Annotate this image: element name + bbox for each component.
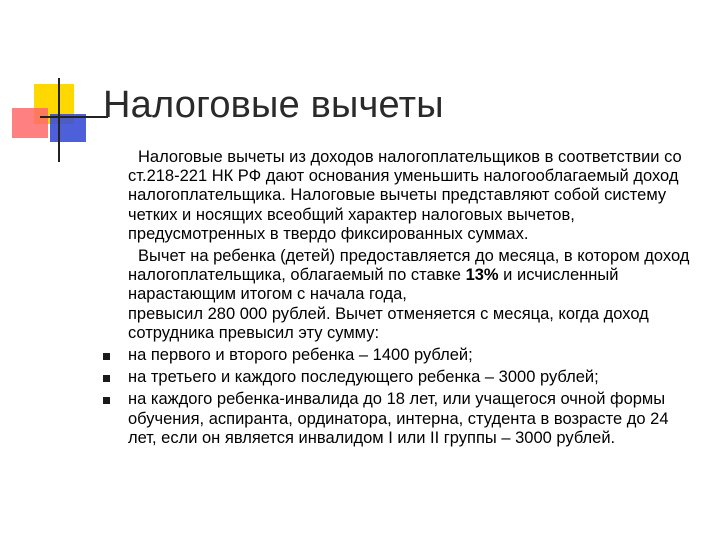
list-item <box>128 390 700 448</box>
slide-body <box>128 148 700 451</box>
list-item <box>128 346 700 365</box>
threshold-paragraph: превысил 280 000 рублей. Вычет отменяется с месяца, когда доход сотрудника превысил эту сумму: <box>128 304 649 342</box>
vertical-rule <box>58 78 60 162</box>
list-item-text: на первого и второго ребенка – 1400 рублей; <box>128 346 473 365</box>
square-bullet-icon <box>103 397 110 404</box>
child-deduction-paragraph <box>128 247 700 305</box>
red-square-icon <box>12 108 48 138</box>
slide-corner-logo-icon <box>0 0 110 170</box>
blue-square-icon <box>50 114 86 142</box>
slide-title: Налоговые вычеты <box>103 84 444 126</box>
deduction-list <box>128 346 700 448</box>
horizontal-rule <box>40 116 108 118</box>
list-item <box>128 368 700 387</box>
child-deduction-text-before: Вычет на ребенка (детей) предоставляется до месяца, в котором доход налогоплательщика, облагаемый по ставке <box>128 247 690 285</box>
square-bullet-icon <box>103 353 110 360</box>
square-bullet-icon <box>103 375 110 382</box>
intro-paragraph: Налоговые вычеты из доходов налогоплательщиков в соответствии со ст.218-221 НК РФ дают основания уменьшить налогооблагаемый доход налогоплательщика. Налоговые вычеты представляют собой систему четких и носящих всеобщий характер налоговых вычетов, предусмотренных в твердо фиксированных суммах. <box>128 148 682 243</box>
list-item-text: на каждого ребенка-инвалида до 18 лет, или учащегося очной формы обучения, аспиранта, ординатора, интерна, студента в возрасте до 24 лет, если он является инвалидом I или II группы – 3000 рублей. <box>128 390 669 447</box>
list-item-text: на третьего и каждого последующего ребенка – 3000 рублей; <box>128 368 599 387</box>
tax-rate-value: 13% <box>465 266 499 285</box>
child-deduction-text-after: и исчисленный нарастающим итогом с начала года, <box>128 266 619 304</box>
